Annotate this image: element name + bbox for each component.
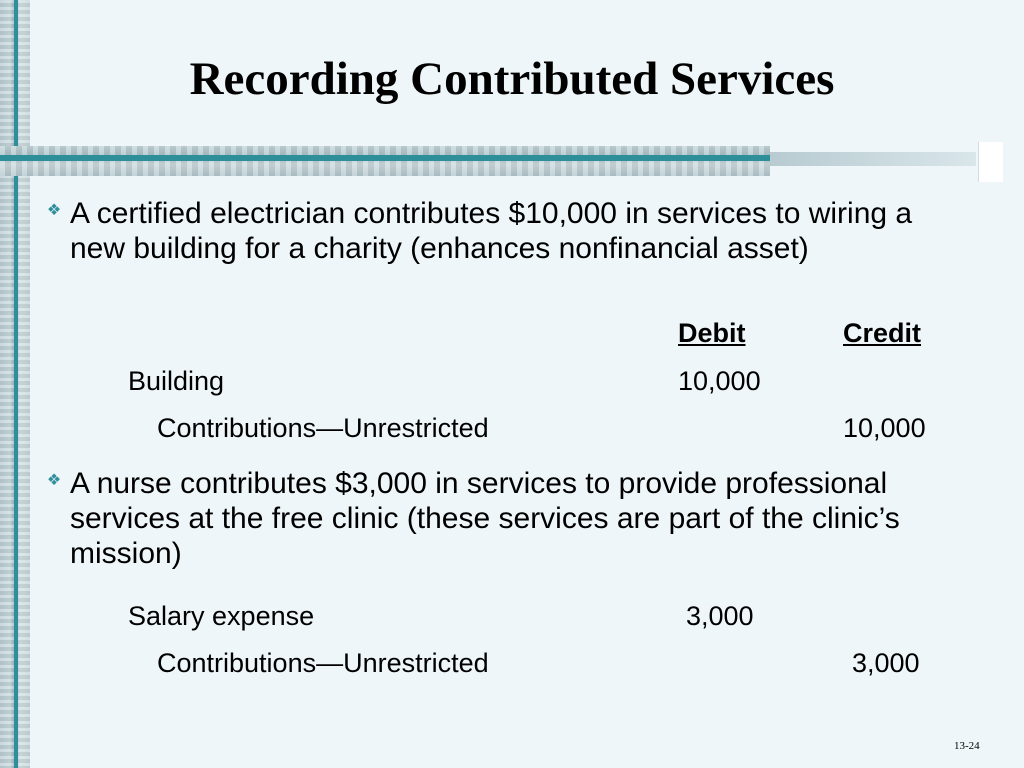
diamond-bullet-icon: ❖ — [46, 202, 62, 219]
bullet-text: A nurse contributes $3,000 in services to provide professional services at the free clinic (these services are part of the clinic’s mission) — [70, 467, 900, 570]
entry2-debit-account: Salary expense — [128, 601, 315, 631]
page-number: 13-24 — [954, 740, 980, 752]
entry1-debit-account: Building — [128, 366, 225, 396]
diamond-bullet-icon: ❖ — [46, 472, 62, 489]
bullet-text: A certified electrician contributes $10,000 in services to wiring a new building for a charity (enhances nonfinancial asset) — [70, 197, 913, 265]
entry2-credit-account: Contributions—Unrestricted — [157, 648, 489, 678]
debit-header: Debit — [678, 318, 746, 348]
entry2-credit-amount: 3,000 — [852, 648, 920, 678]
bullet-item-nurse — [45, 466, 975, 576]
entry2-debit-amount: 3,000 — [686, 601, 754, 631]
entry1-credit-account: Contributions—Unrestricted — [157, 413, 489, 443]
left-accent-line — [14, 0, 18, 768]
title-divider-fade — [770, 152, 976, 166]
title-divider-bar — [0, 146, 770, 176]
entry1-debit-amount: 10,000 — [678, 366, 761, 396]
title-divider-end-box — [978, 142, 1003, 182]
bullet-item-electrician — [45, 196, 975, 306]
slide-title: Recording Contributed Services — [189, 53, 835, 105]
credit-header: Credit — [843, 318, 922, 348]
entry1-credit-amount: 10,000 — [843, 413, 926, 443]
title-divider-accent — [0, 155, 770, 161]
